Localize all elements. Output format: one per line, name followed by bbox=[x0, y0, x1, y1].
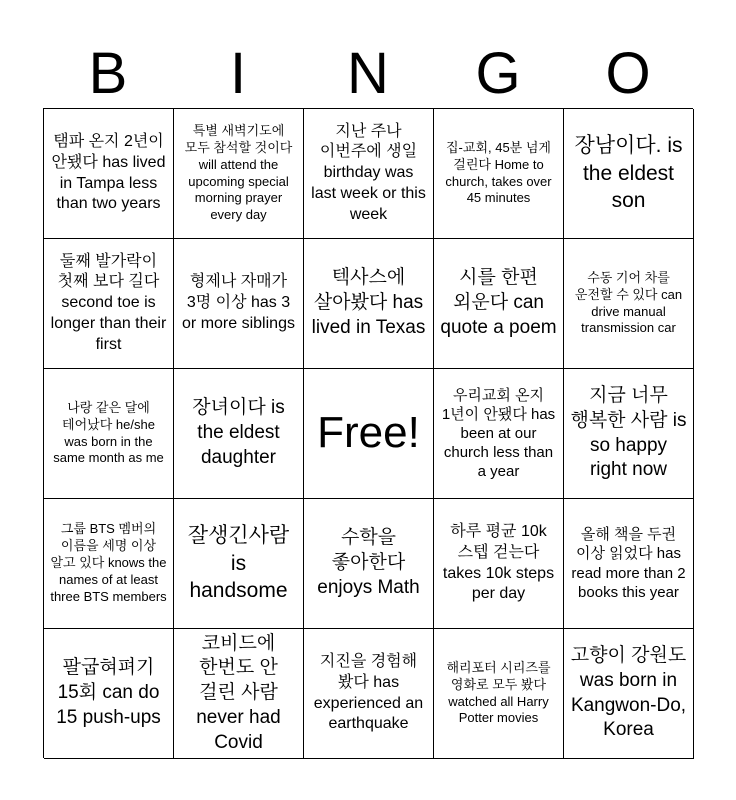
bingo-cell[interactable]: 집-교회, 45분 넘게 걸린다 Home to church, takes over 45 minutes bbox=[434, 109, 564, 239]
bingo-card bbox=[43, 108, 693, 758]
bingo-header bbox=[43, 40, 693, 108]
header-letter-o: O bbox=[605, 41, 651, 106]
bingo-cell[interactable]: 그룹 BTS 멤버의 이름을 세명 이상 알고 있다 knows the names of at least three BTS members bbox=[44, 499, 174, 629]
bingo-cell[interactable]: 지금 너무 행복한 사람 is so happy right now bbox=[564, 369, 694, 499]
header-letter-g: G bbox=[475, 41, 521, 106]
bingo-cell[interactable]: 코비드에 한번도 안 걸린 사람 never had Covid bbox=[174, 629, 304, 759]
bingo-cell[interactable]: 지진을 경험해 봤다 has experienced an earthquake bbox=[304, 629, 434, 759]
bingo-cell[interactable]: 장녀이다 is the eldest daughter bbox=[174, 369, 304, 499]
header-letter-b: B bbox=[88, 41, 128, 106]
bingo-cell[interactable]: 팔굽혀펴기 15회 can do 15 push-ups bbox=[44, 629, 174, 759]
bingo-cell[interactable]: 탬파 온지 2년이 안됐다 has lived in Tampa less than two years bbox=[44, 109, 174, 239]
bingo-cell[interactable]: 하루 평균 10k 스텝 걷는다 takes 10k steps per day bbox=[434, 499, 564, 629]
bingo-cell[interactable]: 형제나 자매가 3명 이상 has 3 or more siblings bbox=[174, 239, 304, 369]
bingo-cell[interactable]: 수동 기어 차를 운전할 수 있다 can drive manual transmission car bbox=[564, 239, 694, 369]
free-space[interactable]: Free! bbox=[304, 369, 434, 499]
bingo-cell[interactable]: 잘생긴사람 is handsome bbox=[174, 499, 304, 629]
header-letter-n: N bbox=[347, 41, 389, 106]
bingo-cell[interactable]: 올해 책을 두권 이상 읽었다 has read more than 2 books this year bbox=[564, 499, 694, 629]
header-letter-i: I bbox=[229, 41, 247, 106]
bingo-cell[interactable]: 수학을 좋아한다 enjoys Math bbox=[304, 499, 434, 629]
bingo-cell[interactable]: 시를 한편 외운다 can quote a poem bbox=[434, 239, 564, 369]
bingo-cell[interactable]: 고향이 강원도 was born in Kangwon-Do, Korea bbox=[564, 629, 694, 759]
bingo-cell[interactable]: 지난 주나 이번주에 생일 birthday was last week or this week bbox=[304, 109, 434, 239]
bingo-cell[interactable]: 해리포터 시리즈를 영화로 모두 봤다 watched all Harry Potter movies bbox=[434, 629, 564, 759]
bingo-cell[interactable]: 텍사스에 살아봤다 has lived in Texas bbox=[304, 239, 434, 369]
bingo-cell[interactable]: 장남이다. is the eldest son bbox=[564, 109, 694, 239]
bingo-cell[interactable]: 특별 새벽기도에 모두 참석할 것이다 will attend the upcoming special morning prayer every day bbox=[174, 109, 304, 239]
bingo-cell[interactable]: 나랑 같은 달에 테어났다 he/she was born in the same month as me bbox=[44, 369, 174, 499]
bingo-cell[interactable]: 둘째 발가락이 첫째 보다 길다 second toe is longer than their first bbox=[44, 239, 174, 369]
bingo-cell[interactable]: 우리교회 온지 1년이 안됐다 has been at our church less than a year bbox=[434, 369, 564, 499]
